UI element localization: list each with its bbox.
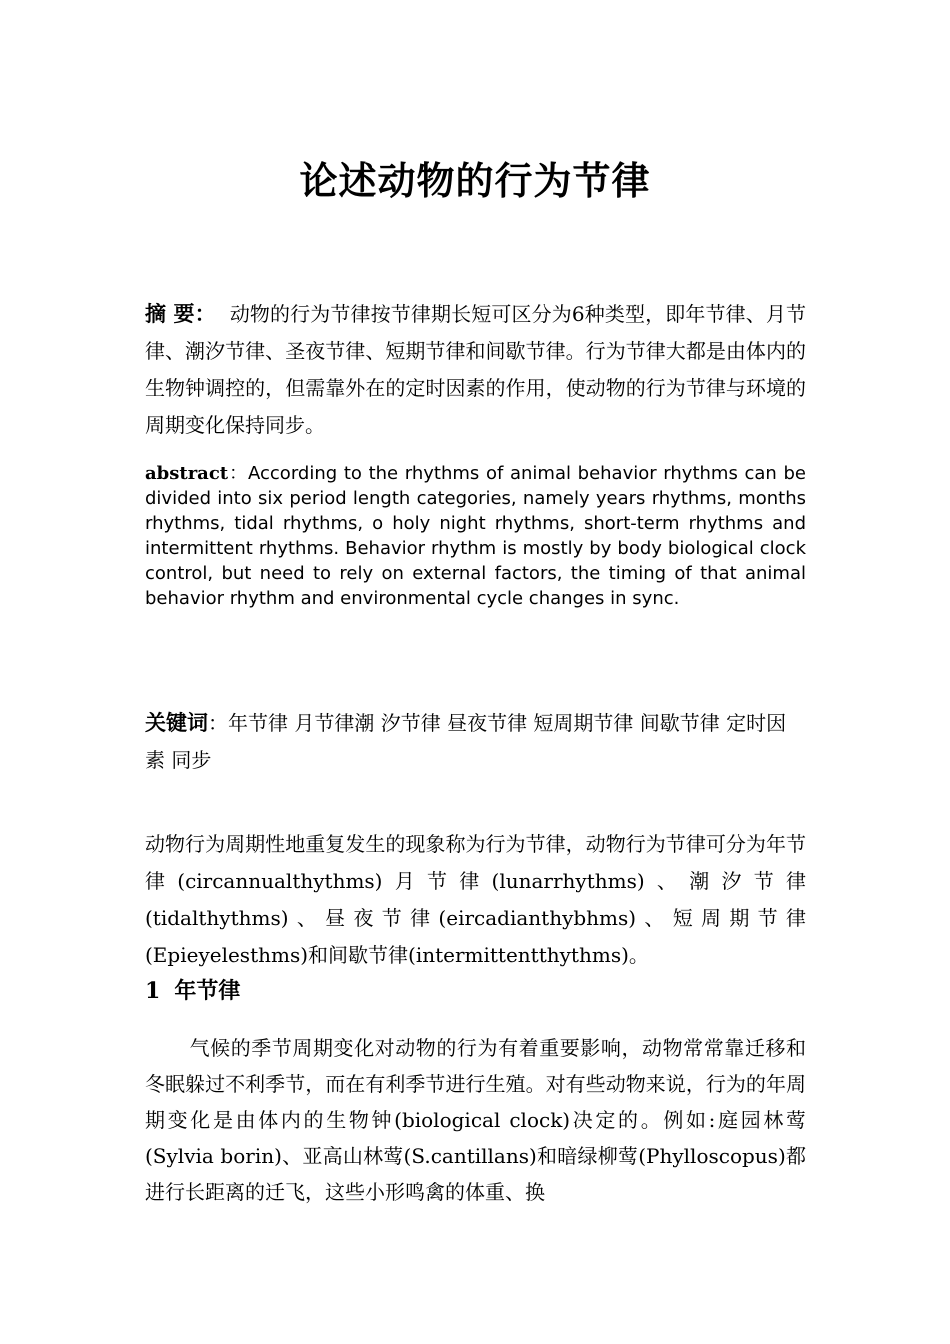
section-paragraph — [145, 1030, 806, 1210]
section-number: 1 — [145, 978, 161, 1004]
abstract-chinese-text: 动物的行为节律按节律期长短可区分为6种类型，即年节律、月节律、潮汐节律、圣夜节律、短期节律和间歇节律。行为节律大都是由体内的生物钟调控的，但需靠外在的定时因素的作用，使动物的行为节律与环境的周期变化保持同步。 — [145, 302, 806, 437]
section-paragraph-text: 气候的季节周期变化对动物的行为有着重要影响，动物常常靠迁移和冬眠躲过不利季节，而在有利季节进行生殖。对有些动物来说，行为的年周期变化是由体内的生物钟(biological clock)决定的。例如:庭园林莺(Sylvia borin)、亚高山林莺(S.cantillans)和暗绿柳莺(Phylloscopus)都进行长距离的迁飞，这些小形鸣禽的体重、换 — [145, 1036, 806, 1204]
abstract-chinese — [145, 296, 806, 444]
intro-paragraph: 动物行为周期性地重复发生的现象称为行为节律，动物行为节律可分为年节律(circannualthythms)月节律(lunarrhythms)、潮汐节律(tidalthythms)、昼夜节律(eircadianthybhms)、短周期节律(Epieyelesthms)和间歇节律(intermittentthythms)。 — [145, 832, 806, 967]
abstract-english — [145, 461, 806, 611]
keywords — [145, 705, 806, 779]
abstract-english-text: According to the rhythms of animal behavior rhythms can be divided into six period length categories, namely years rhythms, months rhythms, tidal rhythms, o holy night rhythms, short-term rhythms and intermittent rhythms. Behavior rhythm is mostly by body biological clock control, but need to rely on external factors, the timing of that animal behavior rhythm and environmental cycle changes in sync. — [145, 463, 806, 609]
abstract-chinese-label: 摘 要： — [145, 302, 216, 326]
abstract-english-sep: ： — [228, 463, 249, 484]
keywords-label: 关键词 — [145, 711, 208, 735]
abstract-english-label: abstract — [145, 463, 229, 484]
keywords-text: 年节律 月节律潮 汐节律 昼夜节律 短周期节律 间歇节律 定时因素 同步 — [145, 711, 787, 772]
keywords-sep: ： — [208, 711, 228, 735]
section-heading — [145, 974, 806, 1005]
section-title: 年节律 — [174, 979, 241, 1004]
page-title: 论述动物的行为节律 — [299, 159, 651, 203]
